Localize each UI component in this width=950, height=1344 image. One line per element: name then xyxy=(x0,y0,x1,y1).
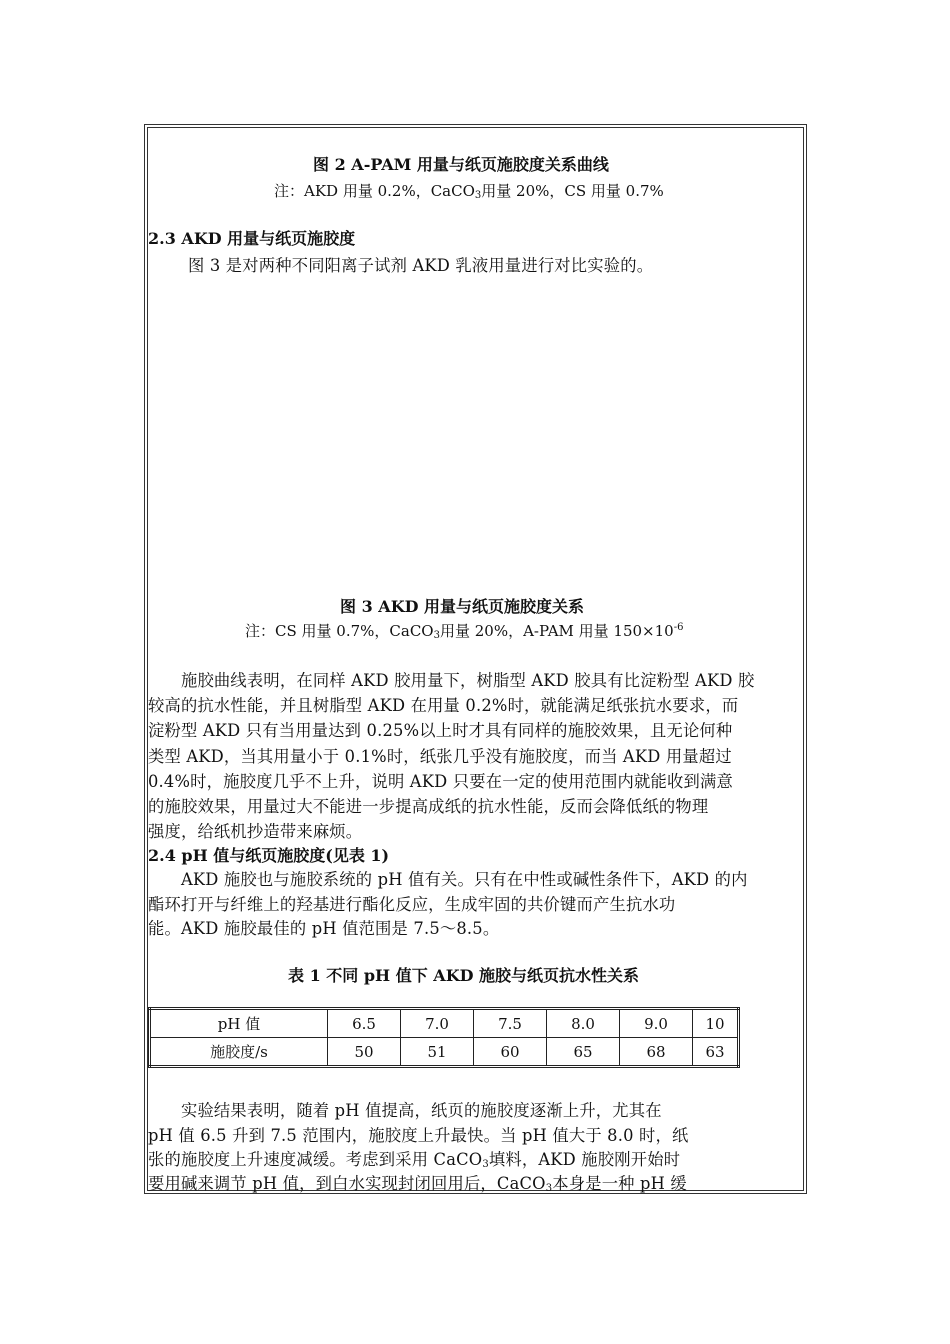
paragraph2-line: 要用碱来调节 pH 值，到白水实现封闭回用后，CaCO$_3$本身是一种 pH 缓 xyxy=(148,1174,687,1194)
sizing-cell: 68 xyxy=(620,1038,693,1067)
ph-cell: 8.0 xyxy=(547,1009,620,1038)
section-2-4-line: 酯环打开与纤维上的羟基进行酯化反应，生成牢固的共价键而产生抗水功 xyxy=(148,895,676,914)
paragraph1-line: 0.4%时，施胶度几乎不上升，说明 AKD 只要在一定的使用范围内就能收到满意 xyxy=(148,772,733,791)
section-2-4-line: 能。AKD 施胶最佳的 pH 值范围是 7.5～8.5。 xyxy=(148,919,500,938)
table-row-ph xyxy=(150,1009,739,1038)
ph-cell: 7.5 xyxy=(474,1009,547,1038)
fig2-note: 注：AKD 用量 0.2%，CaCO$_3$用量 20%，CS 用量 0.7% xyxy=(274,182,664,201)
ph-cell: 10 xyxy=(693,1009,739,1038)
sizing-cell: 65 xyxy=(547,1038,620,1067)
row-label-ph: pH 值 xyxy=(150,1009,328,1038)
ph-cell: 6.5 xyxy=(328,1009,401,1038)
table-row-sizing xyxy=(150,1038,739,1067)
sizing-cell: 63 xyxy=(693,1038,739,1067)
figure-3-area xyxy=(150,285,800,585)
paragraph1-line: 淀粉型 AKD 只有当用量达到 0.25%以上时才具有同样的施胶效果，且无论何种 xyxy=(148,721,733,740)
ph-sizing-table xyxy=(148,1007,740,1068)
ph-cell: 9.0 xyxy=(620,1009,693,1038)
ph-cell: 7.0 xyxy=(401,1009,474,1038)
row-label-sizing: 施胶度/s xyxy=(150,1038,328,1067)
paragraph1-line: 较高的抗水性能，并且树脂型 AKD 在用量 0.2%时，就能满足纸张抗水要求，而 xyxy=(148,696,739,715)
paragraph1-line: 类型 AKD，当其用量小于 0.1%时，纸张几乎没有施胶度，而当 AKD 用量超过 xyxy=(148,747,732,766)
section-2-3-heading: 2.3 AKD 用量与纸页施胶度 xyxy=(148,229,356,248)
section-2-4-line: AKD 施胶也与施胶系统的 pH 值有关。只有在中性或碱性条件下，AKD 的内 xyxy=(148,870,748,889)
paragraph2-line: 张的施胶度上升速度减缓。考虑到采用 CaCO$_3$填料，AKD 施胶刚开始时 xyxy=(148,1150,681,1170)
paragraph1-line: 施胶曲线表明，在同样 AKD 胶用量下，树脂型 AKD 胶具有比淀粉型 AKD 胶 xyxy=(148,671,755,690)
section-2-4-heading: 2.4 pH 值与纸页施胶度(见表 1) xyxy=(148,846,390,865)
paragraph1-line: 的施胶效果，用量过大不能进一步提高成纸的抗水性能，反而会降低纸的物理 xyxy=(148,797,709,816)
sizing-cell: 60 xyxy=(474,1038,547,1067)
paragraph1-line: 强度，给纸机抄造带来麻烦。 xyxy=(148,822,363,841)
section-2-3-intro: 图 3 是对两种不同阳离子试剂 AKD 乳液用量进行对比实验的。 xyxy=(188,256,654,275)
table1-caption: 表 1 不同 pH 值下 AKD 施胶与纸页抗水性关系 xyxy=(288,966,640,985)
fig3-note: 注：CS 用量 0.7%，CaCO$_3$用量 20%，A-PAM 用量 $150\times 10^{-6}$ xyxy=(245,622,684,641)
paragraph2-line: 实验结果表明，随着 pH 值提高，纸页的施胶度逐渐上升，尤其在 xyxy=(148,1101,662,1120)
fig3-caption: 图 3 AKD 用量与纸页施胶度关系 xyxy=(340,597,585,616)
sizing-cell: 50 xyxy=(328,1038,401,1067)
paragraph2-line: pH 值 6.5 升到 7.5 范围内，施胶度上升最快。当 pH 值大于 8.0 时，纸 xyxy=(148,1126,689,1145)
sizing-cell: 51 xyxy=(401,1038,474,1067)
fig2-caption: 图 2 A-PAM 用量与纸页施胶度关系曲线 xyxy=(313,155,609,174)
